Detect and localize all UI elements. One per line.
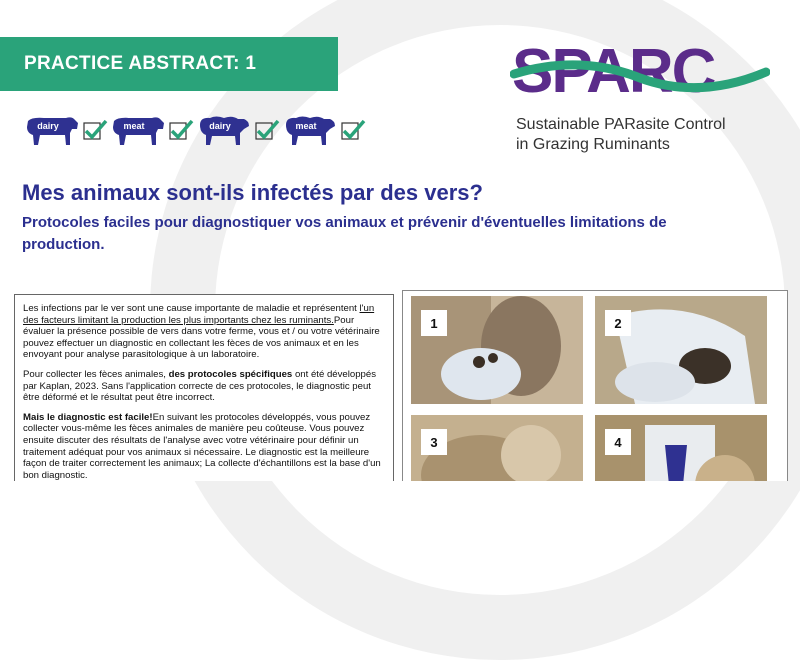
logo-subtitle [516,115,726,155]
animal-categories [22,110,366,150]
photo-step-2 [595,296,767,404]
step-number-3: 3 [421,429,447,455]
paragraph-3: Mais le diagnostic est facile!En suivant les protocoles développés, vous pouvez collecter vous-même les fèces animales de manière peu coûteuse. Vous pouvez ensuite discuter des résultats de l'analyse avec votre vétérinaire pour définir un traitement adéquat pour vos animaux si nécessaire. Le diagnostic est la meilleure façon de traiter correctement les animaux; La collecte d'échantillons est la base d'un bon diagnostic. [23,411,381,481]
checkbox-checked-icon [82,117,108,143]
logo-subtitle-line1: Sustainable PARasite Control [516,116,726,133]
page-subtitle: Protocoles faciles pour diagnostiquer vos animaux et prévenir d'éventuelles limitations de production. [22,214,667,253]
meat-sheep-icon: meat [280,111,338,149]
step-number-2: 2 [605,310,631,336]
logo-subtitle-line2: in Grazing Ruminants [516,136,670,153]
photo-step-3 [411,415,583,481]
intro-text-box [14,294,394,481]
dairy-sheep-icon: dairy [194,111,252,149]
dairy-cow-icon: dairy [22,111,80,149]
sparc-logo [510,34,770,104]
logo-wordmark: SPARC [512,37,715,104]
meat-cow-icon: meat [108,111,166,149]
checkbox-checked-icon [254,117,280,143]
sampling-photos [402,290,788,481]
page-title: Mes animaux sont-ils infectés par des vers? [22,180,483,205]
paragraph-1: Les infections par le ver sont une cause importante de maladie et représentent l'un des facteurs limitant la production les plus importants chez les ruminants.Pour évaluer la présence possible de vers dans votre ferme, vous et / ou votre vétérinaire pouvez effectuer un diagnostic en collectant les fèces de vos animaux et en les envoyant pour analyse parasitologique à un laboratoire. [23,303,380,361]
paragraph-2: Pour collecter les fèces animales, des protocoles spécifiques ont été développés par Kaplan, 2023. Sans l'application correcte de ces protocoles, le diagnostic peut être déformé et le résultat peut être incorrect. [23,368,377,404]
practice-abstract-banner [0,37,338,91]
banner-label: PRACTICE ABSTRACT: 1 [24,53,257,74]
checkbox-checked-icon [340,117,366,143]
photo-step-4 [595,415,767,481]
step-number-4: 4 [605,429,631,455]
photo-step-1 [411,296,583,404]
step-number-1: 1 [421,310,447,336]
checkbox-checked-icon [168,117,194,143]
